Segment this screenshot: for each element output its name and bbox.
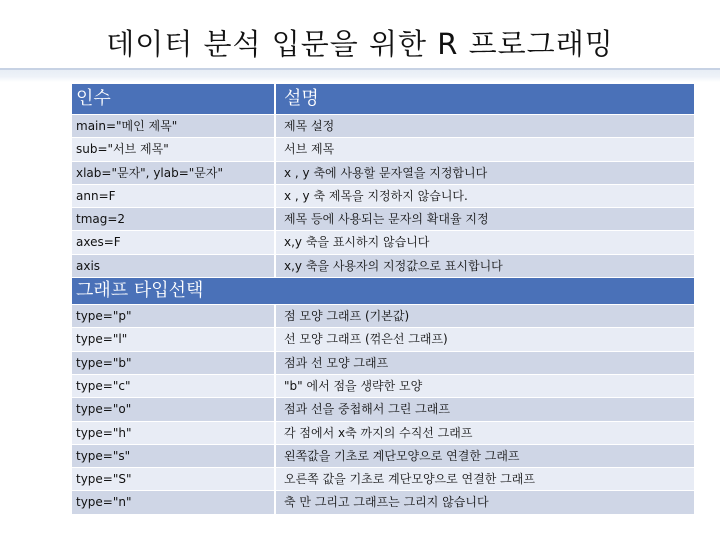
table-row — [72, 138, 694, 160]
arguments-table — [72, 84, 694, 514]
arg-cell: type="o" — [72, 398, 276, 420]
desc-cell: 제목 설정 — [276, 115, 694, 137]
desc-cell: 각 점에서 x축 까지의 수직선 그래프 — [276, 422, 694, 444]
table-row — [72, 375, 694, 397]
arg-cell: tmag=2 — [72, 208, 276, 230]
table-row — [72, 445, 694, 467]
title-divider — [0, 68, 720, 82]
desc-cell: 선 모양 그래프 (꺾은선 그래프) — [276, 328, 694, 350]
table-row — [72, 468, 694, 490]
table-row — [72, 162, 694, 184]
desc-cell: 제목 등에 사용되는 문자의 확대율 지정 — [276, 208, 694, 230]
table-row — [72, 352, 694, 374]
slide-title: 데이터 분석 입문을 위한 R 프로그래밍 — [106, 27, 614, 61]
arg-cell: sub="서브 제목" — [72, 138, 276, 160]
table-row — [72, 185, 694, 207]
desc-cell: 서브 제목 — [276, 138, 694, 160]
section-header-row — [72, 278, 694, 304]
table-row — [72, 305, 694, 327]
desc-cell: 왼쪽값을 기초로 계단모양으로 연결한 그래프 — [276, 445, 694, 467]
arg-cell: ann=F — [72, 185, 276, 207]
desc-cell: x , y 축 제목을 지정하지 않습니다. — [276, 185, 694, 207]
desc-cell: 점과 선을 중첩해서 그린 그래프 — [276, 398, 694, 420]
desc-cell: x,y 축을 사용자의 지정값으로 표시합니다 — [276, 255, 694, 277]
desc-cell: "b" 에서 점을 생략한 모양 — [276, 375, 694, 397]
desc-cell: 오른쪽 값을 기초로 계단모양으로 연결한 그래프 — [276, 468, 694, 490]
table-row — [72, 208, 694, 230]
header-arg: 인수 — [72, 84, 276, 114]
table-row — [72, 398, 694, 420]
table-row — [72, 328, 694, 350]
table-row — [72, 422, 694, 444]
desc-cell: 축 만 그리고 그래프는 그리지 않습니다 — [276, 491, 694, 513]
table-row — [72, 115, 694, 137]
arg-cell: type="h" — [72, 422, 276, 444]
arg-cell: type="b" — [72, 352, 276, 374]
table-row — [72, 491, 694, 513]
desc-cell: 점 모양 그래프 (기본값) — [276, 305, 694, 327]
arg-cell: axes=F — [72, 231, 276, 253]
header-desc: 설명 — [276, 84, 694, 114]
arg-cell: main="메인 제목" — [72, 115, 276, 137]
desc-cell: x,y 축을 표시하지 않습니다 — [276, 231, 694, 253]
arg-cell: xlab="문자", ylab="문자" — [72, 162, 276, 184]
desc-cell: 점과 선 모양 그래프 — [276, 352, 694, 374]
arg-cell: type="n" — [72, 491, 276, 513]
arg-cell: axis — [72, 255, 276, 277]
arg-cell: type="l" — [72, 328, 276, 350]
arg-cell: type="c" — [72, 375, 276, 397]
section-title: 그래프 타입선택 — [76, 280, 204, 302]
table-row — [72, 231, 694, 253]
arg-cell: type="S" — [72, 468, 276, 490]
table-header-row — [72, 84, 694, 114]
arg-cell: type="p" — [72, 305, 276, 327]
table-row — [72, 255, 694, 277]
arg-cell: type="s" — [72, 445, 276, 467]
desc-cell: x , y 축에 사용할 문자열을 지정합니다 — [276, 162, 694, 184]
